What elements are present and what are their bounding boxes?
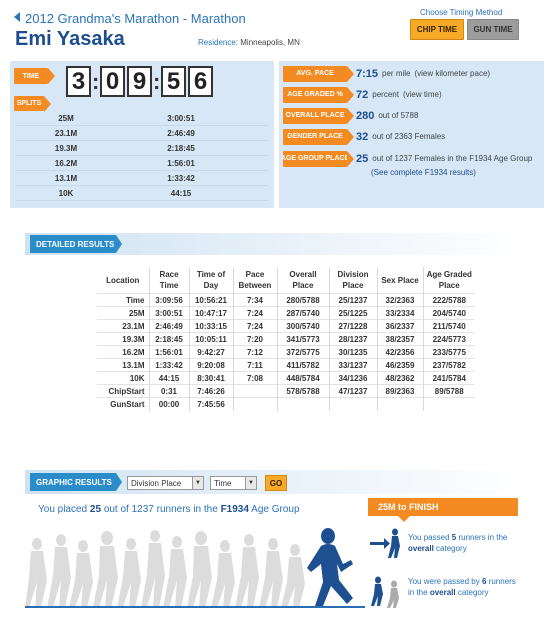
clock-digit: 5 <box>161 66 186 97</box>
table-cell: 10:47:17 <box>189 307 233 320</box>
view-time-link[interactable]: (view time) <box>402 90 442 99</box>
table-row <box>97 320 475 333</box>
split-time: 1:56:01 <box>167 158 195 168</box>
table-row <box>97 307 475 320</box>
row-location-cell: 25M <box>97 307 149 320</box>
split-distance: 19.3M <box>54 143 78 153</box>
time-tag: TIME <box>14 68 48 84</box>
table-cell: 89/2363 <box>377 385 423 398</box>
clock-digit: 9 <box>127 66 152 97</box>
table-cell: 287/5740 <box>277 307 329 320</box>
table-cell: 2:18:45 <box>149 333 189 346</box>
passed-category: overall <box>408 544 434 553</box>
division-select-value: Division Place <box>131 478 182 488</box>
split-distance: 13.1M <box>54 173 78 183</box>
split-row <box>16 171 268 186</box>
passedby-middle: runners in the <box>408 577 516 597</box>
table-row <box>97 333 475 346</box>
table-cell: 1:56:01 <box>149 346 189 359</box>
detailed-results-bar <box>25 233 523 255</box>
table-cell: 7:11 <box>233 359 277 372</box>
table-cell: 7:12 <box>233 346 277 359</box>
ground-line <box>25 606 365 608</box>
passedby-suffix: category <box>457 588 489 597</box>
crowd-silhouettes-icon <box>25 530 305 608</box>
table-cell: 411/5782 <box>277 359 329 372</box>
passed-prefix: You passed <box>408 533 450 542</box>
table-cell: 7:24 <box>233 320 277 333</box>
overall-place-tag: OVERALL PLACE <box>283 108 347 124</box>
column-header: Location <box>97 267 149 294</box>
time-panel <box>10 61 274 208</box>
clock-digit: 6 <box>188 66 213 97</box>
clock-digit: 3 <box>66 66 91 97</box>
row-location-cell: 10K <box>97 372 149 385</box>
table-cell <box>377 398 423 411</box>
gender-place-tag: GENDER PLACE <box>283 129 347 145</box>
passed-summary <box>408 532 518 554</box>
division-place-select[interactable] <box>127 476 204 490</box>
age-group-place-value: 25 <box>356 152 369 165</box>
table-cell: 241/5784 <box>423 372 475 385</box>
table-cell: 9:20:08 <box>189 359 233 372</box>
placement-summary <box>38 504 300 515</box>
split-time: 2:18:45 <box>167 143 195 153</box>
runner-name: Emi Yasaka <box>15 28 125 50</box>
table-cell: 2:46:49 <box>149 320 189 333</box>
passed-runners-icon <box>368 524 404 560</box>
table-cell <box>329 398 377 411</box>
table-cell: 0:31 <box>149 385 189 398</box>
graphic-results-tag: GRAPHIC RESULTS <box>30 473 116 491</box>
age-group-place-tag: AGE GROUP PLACE <box>283 151 347 167</box>
table-cell: 7:45:56 <box>189 398 233 411</box>
age-graded-row <box>283 86 442 103</box>
splits-list <box>16 111 268 201</box>
table-cell: 233/5775 <box>423 346 475 359</box>
table-cell: 224/5773 <box>423 333 475 346</box>
passedby-value: 6 <box>482 577 487 586</box>
row-location-cell: ChipStart <box>97 385 149 398</box>
avg-pace-value: 7:15 <box>356 67 379 80</box>
table-cell: 341/5773 <box>277 333 329 346</box>
placed-group: F1934 <box>220 504 249 515</box>
row-location-cell: GunStart <box>97 398 149 411</box>
table-cell: 7:20 <box>233 333 277 346</box>
passed-by-summary <box>408 576 518 598</box>
table-cell: 89/5788 <box>423 385 475 398</box>
stats-panel <box>279 61 544 208</box>
detailed-results-section <box>25 223 523 435</box>
passed-suffix: category <box>436 544 467 553</box>
table-cell: 3:09:56 <box>149 294 189 307</box>
table-cell <box>423 398 475 411</box>
runner-highlight-icon <box>307 528 353 606</box>
row-location-cell: Time <box>97 294 149 307</box>
age-graded-value: 72 <box>356 88 369 101</box>
table-row <box>97 385 475 398</box>
table-cell: 32/2363 <box>377 294 423 307</box>
time-select-value: Time <box>214 478 232 488</box>
avg-pace-tag: AVG. PACE <box>283 66 347 82</box>
splits-tag: SPLITS <box>14 96 44 111</box>
table-cell: 27/1228 <box>329 320 377 333</box>
table-cell: 7:46:26 <box>189 385 233 398</box>
age-group-results-link[interactable]: (See complete F1934 results) <box>371 168 476 177</box>
table-cell: 48/2362 <box>377 372 423 385</box>
split-time: 44:15 <box>170 188 192 198</box>
residence-label: Residence: <box>198 38 239 47</box>
avg-pace-text: per mile <box>382 69 411 78</box>
table-cell: 38/2357 <box>377 333 423 346</box>
column-header: Division Place <box>329 267 377 294</box>
table-cell: 46/2359 <box>377 359 423 372</box>
split-time: 3:00:51 <box>167 113 195 123</box>
column-header: Overall Place <box>277 267 329 294</box>
passedby-prefix: You were passed by <box>408 577 480 586</box>
table-cell: 25/1225 <box>329 307 377 320</box>
split-row <box>16 186 268 201</box>
passedby-category: overall <box>429 588 456 597</box>
timing-method-label: Choose Timing Method <box>420 8 503 17</box>
overall-place-text: out of 5788 <box>378 111 419 120</box>
clock-digit: 0 <box>100 66 125 97</box>
table-cell: 7:34 <box>233 294 277 307</box>
split-distance: 23.1M <box>54 128 78 138</box>
race-title[interactable] <box>14 11 246 26</box>
gender-place-value: 32 <box>356 130 369 143</box>
table-row <box>97 398 475 411</box>
column-header: Age Graded Place <box>426 270 472 290</box>
table-cell: 211/5740 <box>423 320 475 333</box>
page-header <box>0 0 546 60</box>
table-cell: 7:08 <box>233 372 277 385</box>
table-cell: 34/1236 <box>329 372 377 385</box>
go-button[interactable]: GO <box>265 475 287 491</box>
avg-pace-row <box>283 65 490 82</box>
passed-middle: runners in the <box>458 533 508 542</box>
row-location-cell: 23.1M <box>97 320 149 333</box>
gender-place-row <box>283 128 445 145</box>
split-distance: 16.2M <box>54 158 78 168</box>
split-time: 1:33:42 <box>167 173 195 183</box>
table-cell: 222/5788 <box>423 294 475 307</box>
clock-colon: : <box>153 68 161 94</box>
split-row <box>16 156 268 171</box>
column-header: Sex Place <box>377 267 423 294</box>
residence <box>198 38 300 47</box>
detailed-results-tag: DETAILED RESULTS <box>30 235 116 253</box>
time-select[interactable] <box>210 476 257 490</box>
table-cell: 44:15 <box>149 372 189 385</box>
chevron-down-icon[interactable]: ▼ <box>245 477 256 489</box>
table-cell: 28/1237 <box>329 333 377 346</box>
residence-value: Minneapolis, MN <box>240 38 300 47</box>
table-cell: 10:56:21 <box>189 294 233 307</box>
runners-crowd-illustration <box>25 520 360 610</box>
finish-clock <box>65 65 214 98</box>
row-location-cell: 19.3M <box>97 333 149 346</box>
table-cell: 47/1237 <box>329 385 377 398</box>
table-cell: 448/5784 <box>277 372 329 385</box>
table-cell: 33/2334 <box>377 307 423 320</box>
table-row <box>97 359 475 372</box>
table-cell <box>233 385 277 398</box>
table-cell: 25/1237 <box>329 294 377 307</box>
table-cell: 10:05:11 <box>189 333 233 346</box>
row-location-cell: 16.2M <box>97 346 149 359</box>
table-cell: 33/1237 <box>329 359 377 372</box>
passed-by-runners-icon <box>368 574 404 610</box>
table-cell: 280/5788 <box>277 294 329 307</box>
column-header: Time of Day <box>189 267 233 294</box>
split-row <box>16 111 268 126</box>
back-arrow-icon[interactable] <box>14 12 20 22</box>
placed-suffix: Age Group <box>251 504 300 515</box>
table-cell: 578/5788 <box>277 385 329 398</box>
table-cell: 3:00:51 <box>149 307 189 320</box>
placed-prefix: You placed <box>38 504 88 515</box>
table-row <box>97 294 475 307</box>
table-cell: 8:30:41 <box>189 372 233 385</box>
chip-time-button[interactable]: CHIP TIME <box>410 19 464 40</box>
overall-place-row <box>283 107 418 124</box>
split-distance: 25M <box>58 113 74 123</box>
table-cell: 7:24 <box>233 307 277 320</box>
detailed-results-table <box>97 267 475 411</box>
passed-value: 5 <box>451 533 457 542</box>
table-cell: 204/5740 <box>423 307 475 320</box>
table-cell <box>233 398 277 411</box>
race-title-text[interactable]: 2012 Grandma's Marathon - Marathon <box>25 11 246 26</box>
placed-value: 25 <box>89 504 102 515</box>
gun-time-button[interactable]: GUN TIME <box>467 19 519 40</box>
table-cell: 42/2356 <box>377 346 423 359</box>
kilometer-pace-link[interactable]: (view kilometer pace) <box>414 69 491 78</box>
overall-place-value: 280 <box>356 109 375 122</box>
split-row <box>16 141 268 156</box>
age-group-place-text: out of 1237 Females in the F1934 Age Group <box>372 154 533 163</box>
split-distance: 10K <box>58 188 74 198</box>
table-row <box>97 346 475 359</box>
chevron-down-icon[interactable]: ▼ <box>192 477 203 489</box>
table-header-row <box>97 267 475 294</box>
table-row <box>97 372 475 385</box>
table-cell: 10:33:15 <box>189 320 233 333</box>
table-cell: 300/5740 <box>277 320 329 333</box>
split-row <box>16 126 268 141</box>
finish-segment-label: 25M to FINISH <box>368 498 518 516</box>
table-cell: 30/1235 <box>329 346 377 359</box>
column-header: Race Time <box>149 267 189 294</box>
placed-middle: out of 1237 runners in the <box>103 504 218 515</box>
table-cell: 36/2337 <box>377 320 423 333</box>
table-cell: 372/5775 <box>277 346 329 359</box>
age-group-place-row <box>280 150 533 167</box>
table-cell: 1:33:42 <box>149 359 189 372</box>
split-time: 2:46:49 <box>167 128 195 138</box>
row-location-cell: 13.1M <box>97 359 149 372</box>
age-graded-tag: AGE GRADED % <box>283 87 347 103</box>
column-header: Pace Between <box>233 267 277 294</box>
table-cell: 237/5782 <box>423 359 475 372</box>
table-cell <box>277 398 329 411</box>
gender-place-text: out of 2363 Females <box>372 132 446 141</box>
table-cell: 9:42:27 <box>189 346 233 359</box>
clock-colon: : <box>92 68 100 94</box>
age-graded-text: percent <box>372 90 399 99</box>
table-cell: 00:00 <box>149 398 189 411</box>
